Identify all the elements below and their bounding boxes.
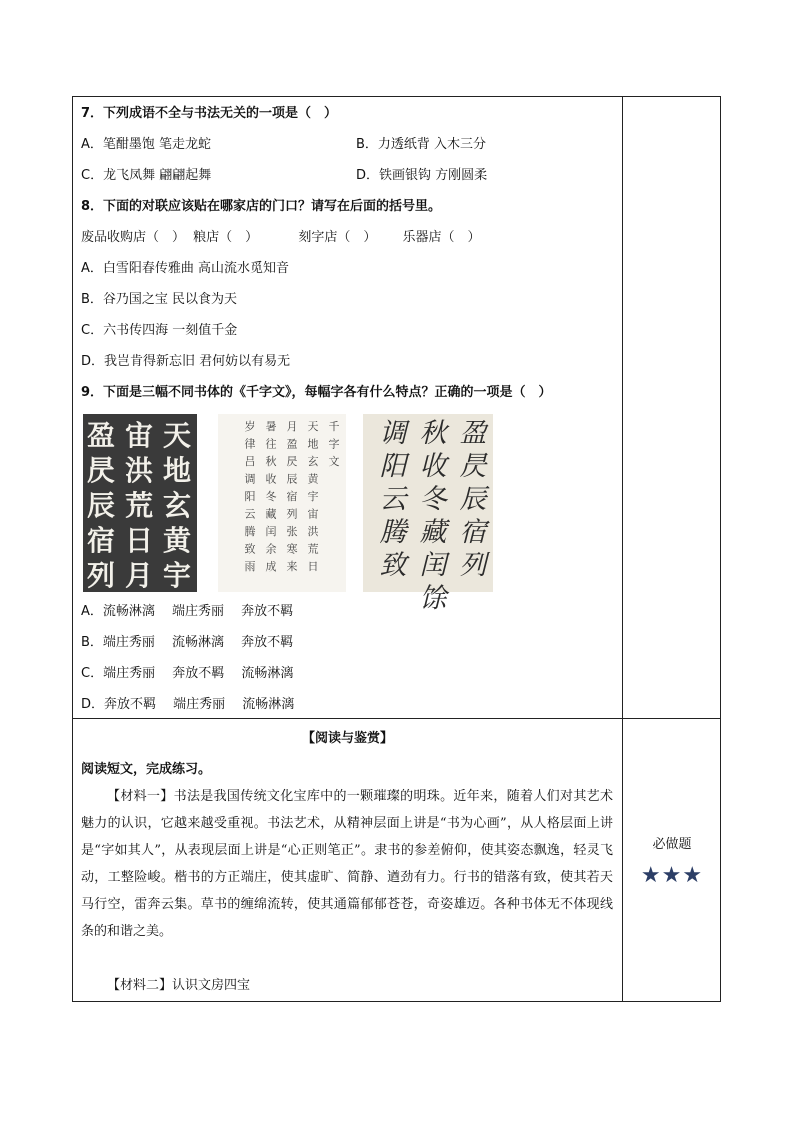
calligraphy-glyph: 阳	[379, 451, 407, 482]
calligraphy-glyph: 玄	[307, 455, 319, 468]
calligraphy-glyph: 盈	[286, 437, 298, 451]
material-1-text: 书法是我国传统文化宝库中的一颗璀璨的明珠。近年来，随着人们对其艺术魅力的认识，它越来越受重视。书法艺术，从精神层面上讲是“书为心画”，从人格层面上讲是“字如其人”，从表现层面上讲是“心正则笔正”。隶书的参差俯仰，使其姿态飘逸，轻灵飞动，工整险峻。楷书的方正端庄，使其虚旷、简静、遒劲有力。行书的错落有致，使其若天马行空，雷奔云集。草书的缠绵流转，使其通篇郁郁苍苍，奇姿雄迈。各种书体无不体现线条的和谐之美。	[81, 789, 613, 939]
calligraphy-glyph: 昃	[459, 451, 487, 482]
worksheet-table	[72, 96, 721, 1002]
material-1-tag: 【材料一】	[107, 789, 174, 804]
calligraphy-glyph: 宿	[86, 524, 116, 557]
calligraphy-glyph: 收	[419, 451, 447, 482]
calligraphy-glyph: 雨	[244, 560, 256, 573]
calligraphy-glyph: 宇	[162, 559, 192, 592]
material-2-paragraph	[81, 972, 613, 999]
q7-option-c: C．龙飞凤舞 翩翩起舞	[81, 168, 212, 183]
shop-recycling: 废品收购店（ ）	[81, 230, 186, 245]
calligraphy-glyph: 闰	[265, 525, 277, 538]
calligraphy-glyph: 盈	[86, 419, 116, 452]
q8-option-a: A．白雪阳春传雅曲 高山流水觅知音	[81, 261, 290, 276]
calligraphy-glyph: 列	[86, 559, 116, 592]
calligraphy-glyph: 宿	[286, 490, 298, 503]
calligraphy-glyph: 辰	[86, 489, 116, 522]
calligraphy-glyph: 字	[328, 437, 340, 451]
calligraphy-glyph: 冬	[265, 490, 277, 503]
calligraphy-glyph: 日	[307, 560, 319, 573]
q9-stem: 9．下面是三幅不同书体的《千字文》，每幅字各有什么特点？正确的一项是（ ）	[81, 385, 552, 400]
calligraphy-glyph: 黄	[162, 524, 192, 557]
q8-stem: 8．下面的对联应该贴在哪家店的门口？请写在后面的括号里。	[81, 199, 442, 214]
calligraphy-glyph: 收	[265, 472, 277, 486]
calligraphy-glyph: 天	[162, 419, 192, 452]
calligraphy-glyph: 馀	[419, 583, 447, 614]
difficulty-stars: ★★★	[640, 863, 704, 888]
calligraphy-glyph: 月	[124, 559, 154, 592]
calligraphy-glyph: 阳	[244, 490, 256, 503]
calligraphy-glyph: 致	[379, 550, 407, 581]
calligraphy-glyph: 地	[307, 437, 319, 451]
calligraphy-glyph: 寒	[286, 542, 298, 556]
calligraphy-glyph: 昃	[86, 454, 116, 487]
material-1-paragraph	[81, 783, 613, 945]
material-2-tag: 【材料二】	[107, 978, 173, 993]
calligraphy-glyph: 秋	[265, 455, 277, 468]
calligraphy-glyph: 吕	[244, 455, 256, 468]
q7-option-b: B．力透纸背 入木三分	[356, 137, 487, 152]
calligraphy-glyph: 辰	[459, 484, 487, 515]
q9-option-c: C．端庄秀丽 奔放不羁 流畅淋漓	[81, 666, 294, 681]
shop-instrument: 乐器店（ ）	[402, 230, 481, 245]
q7-stem: 7．下列成语不全与书法无关的一项是（ ）	[81, 106, 338, 121]
calligraphy-glyph: 月	[286, 420, 298, 433]
calligraphy-glyph: 日	[124, 524, 154, 557]
calligraphy-glyph: 调	[379, 418, 407, 449]
shop-engraving: 刻字店（ ）	[298, 230, 377, 245]
calligraphy-glyph: 玄	[162, 489, 192, 522]
calligraphy-glyph: 黄	[307, 472, 319, 486]
calligraphy-glyph: 荒	[307, 542, 319, 556]
calligraphy-glyph: 腾	[244, 525, 256, 538]
q7-option-a: A．笔酣墨饱 笔走龙蛇	[81, 137, 212, 152]
required-label: 必做题	[652, 837, 692, 852]
calligraphy-glyph: 岁	[244, 420, 256, 433]
calligraphy-glyph: 余	[265, 542, 277, 556]
calligraphy-glyph: 宙	[307, 507, 319, 521]
q9-option-d: D．奔放不羁 端庄秀丽 流畅淋漓	[81, 697, 295, 712]
q8-shops	[81, 229, 480, 247]
calligraphy-glyph: 洪	[307, 525, 319, 538]
calligraphy-image-2	[218, 414, 346, 592]
calligraphy-glyph: 天	[307, 420, 319, 433]
calligraphy-glyph: 腾	[379, 517, 407, 548]
calligraphy-glyph: 文	[328, 455, 340, 468]
calligraphy-glyph: 藏	[265, 507, 277, 521]
shop-grain: 粮店（ ）	[193, 230, 259, 245]
q8-option-b: B．谷乃国之宝 民以食为天	[81, 292, 238, 307]
calligraphy-glyph: 往	[265, 437, 277, 451]
calligraphy-glyph: 冬	[419, 484, 447, 515]
reading-instruction: 阅读短文，完成练习。	[81, 762, 212, 777]
q7-option-d: D．铁画银钩 方刚圆柔	[356, 168, 488, 183]
calligraphy-glyph: 调	[244, 472, 256, 486]
calligraphy-image-1	[83, 414, 197, 592]
calligraphy-glyph: 列	[459, 550, 487, 581]
calligraphy-glyph: 荒	[124, 489, 154, 522]
row-divider	[73, 718, 720, 719]
calligraphy-glyph: 宙	[124, 419, 154, 452]
calligraphy-glyph: 宇	[307, 490, 319, 503]
q8-option-d: D．我岂肯得新忘旧 君何妨以有易无	[81, 354, 291, 369]
calligraphy-glyph: 洪	[124, 454, 154, 487]
calligraphy-glyph: 列	[286, 507, 298, 521]
calligraphy-glyph: 律	[244, 437, 256, 451]
calligraphy-glyph: 闰	[419, 550, 447, 581]
calligraphy-glyph: 藏	[419, 517, 447, 548]
reading-title: 【阅读与鉴赏】	[301, 731, 393, 746]
calligraphy-glyph: 成	[265, 560, 277, 573]
calligraphy-glyph: 致	[244, 542, 256, 556]
calligraphy-glyph: 秋	[419, 418, 447, 449]
q8-option-c: C．六书传四海 一刻值千金	[81, 323, 238, 338]
calligraphy-glyph: 云	[379, 484, 407, 515]
calligraphy-glyph: 昃	[286, 455, 298, 468]
calligraphy-glyph: 暑	[265, 420, 277, 433]
calligraphy-glyph: 宿	[459, 517, 487, 548]
calligraphy-glyph: 张	[286, 525, 298, 538]
calligraphy-glyph: 云	[244, 507, 256, 521]
material-2-text: 认识文房四宝	[172, 978, 251, 993]
calligraphy-glyph: 千	[328, 420, 340, 433]
calligraphy-glyph: 辰	[286, 472, 298, 486]
calligraphy-glyph: 来	[286, 560, 298, 573]
q9-option-b: B．端庄秀丽 流畅淋漓 奔放不羁	[81, 635, 294, 650]
calligraphy-glyph: 地	[162, 454, 192, 487]
calligraphy-image-3	[363, 414, 493, 614]
q9-option-a: A．流畅淋漓 端庄秀丽 奔放不羁	[81, 604, 294, 619]
calligraphy-glyph: 盈	[459, 418, 487, 449]
